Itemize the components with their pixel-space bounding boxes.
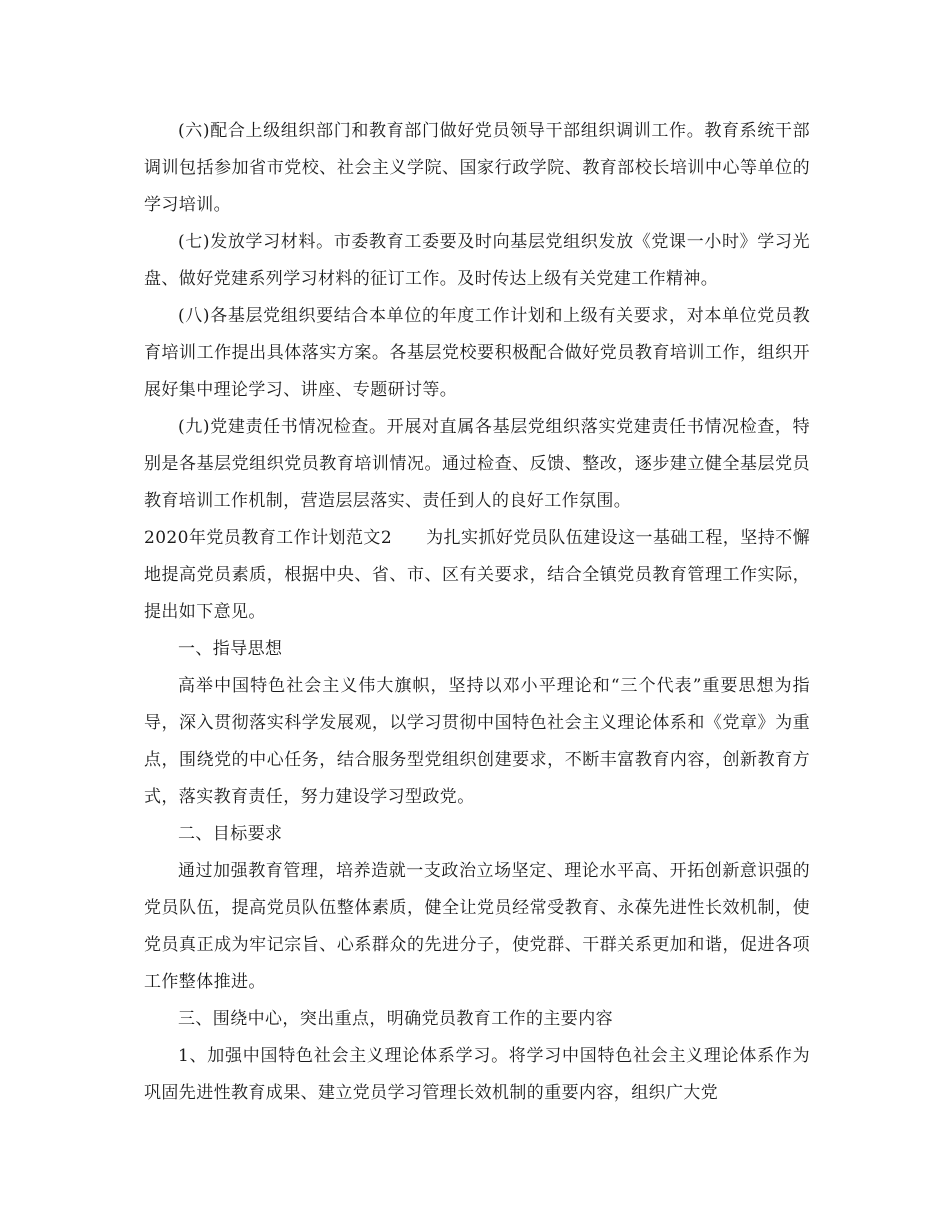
paragraph-item-6: (六)配合上级组织部门和教育部门做好党员领导干部组织调训工作。教育系统干部调训包括参加省市党校、社会主义学院、国家行政学院、教育部校长培训中心等单位的学习培训。 — [144, 121, 810, 215]
body-guiding-ideology: 高举中国特色社会主义伟大旗帜，坚持以邓小平理论和“三个代表”重要思想为指导，深入贯彻落实科学发展观，以学习贯彻中国特色社会主义理论体系和《党章》为重点，围绕党的中心任务，结合服务型党组织创建要求，不断丰富教育内容，创新教育方式，落实教育责任，努力建设学习型政党。 — [144, 676, 810, 807]
paragraph-item-7: (七)发放学习材料。市委教育工委要及时向基层党组织发放《党课一小时》学习光盘、做好党建系列学习材料的征订工作。及时传达上级有关党建工作精神。 — [144, 232, 810, 289]
paragraph-item-9: (九)党建责任书情况检查。开展对直属各基层党组织落实党建责任书情况检查，特别是各基层党组织党员教育培训情况。通过检查、反馈、整改，逐步建立健全基层党员教育培训工作机制，营造层层落实、责任到人的良好工作氛围。 — [144, 417, 810, 511]
heading-guiding-ideology: 一、指导思想 — [178, 639, 283, 659]
section-2-paragraph — [144, 520, 810, 631]
section-2-title: 2020年党员教育工作计划范文2 — [144, 528, 393, 548]
document-body — [144, 113, 810, 1112]
body-goals: 通过加强教育管理，培养造就一支政治立场坚定、理论水平高、开拓创新意识强的党员队伍，提高党员队伍整体素质，健全让党员经常受教育、永葆先进性长效机制，使党员真正成为牢记宗旨、心系群众的先进分子，使党群、干群关系更加和谐，促进各项工作整体推进。 — [144, 861, 810, 992]
body-main-content: 1、加强中国特色社会主义理论体系学习。将学习中国特色社会主义理论体系作为巩固先进性教育成果、建立党员学习管理长效机制的重要内容，组织广大党 — [144, 1046, 810, 1103]
paragraph-item-8: (八)各基层党组织要结合本单位的年度工作计划和上级有关要求，对本单位党员教育培训工作提出具体落实方案。各基层党校要积极配合做好党员教育培训工作，组织开展好集中理论学习、讲座、专题研讨等。 — [144, 306, 810, 400]
heading-goals: 二、目标要求 — [178, 824, 283, 844]
section-2-intro: 为扎实抓好党员队伍建设这一基础工程，坚持不懈地提高党员素质，根据中央、省、市、区有关要求，结合全镇党员教育管理工作实际，提出如下意见。 — [144, 528, 810, 622]
heading-main-content: 三、围绕中心，突出重点，明确党员教育工作的主要内容 — [178, 1009, 613, 1029]
